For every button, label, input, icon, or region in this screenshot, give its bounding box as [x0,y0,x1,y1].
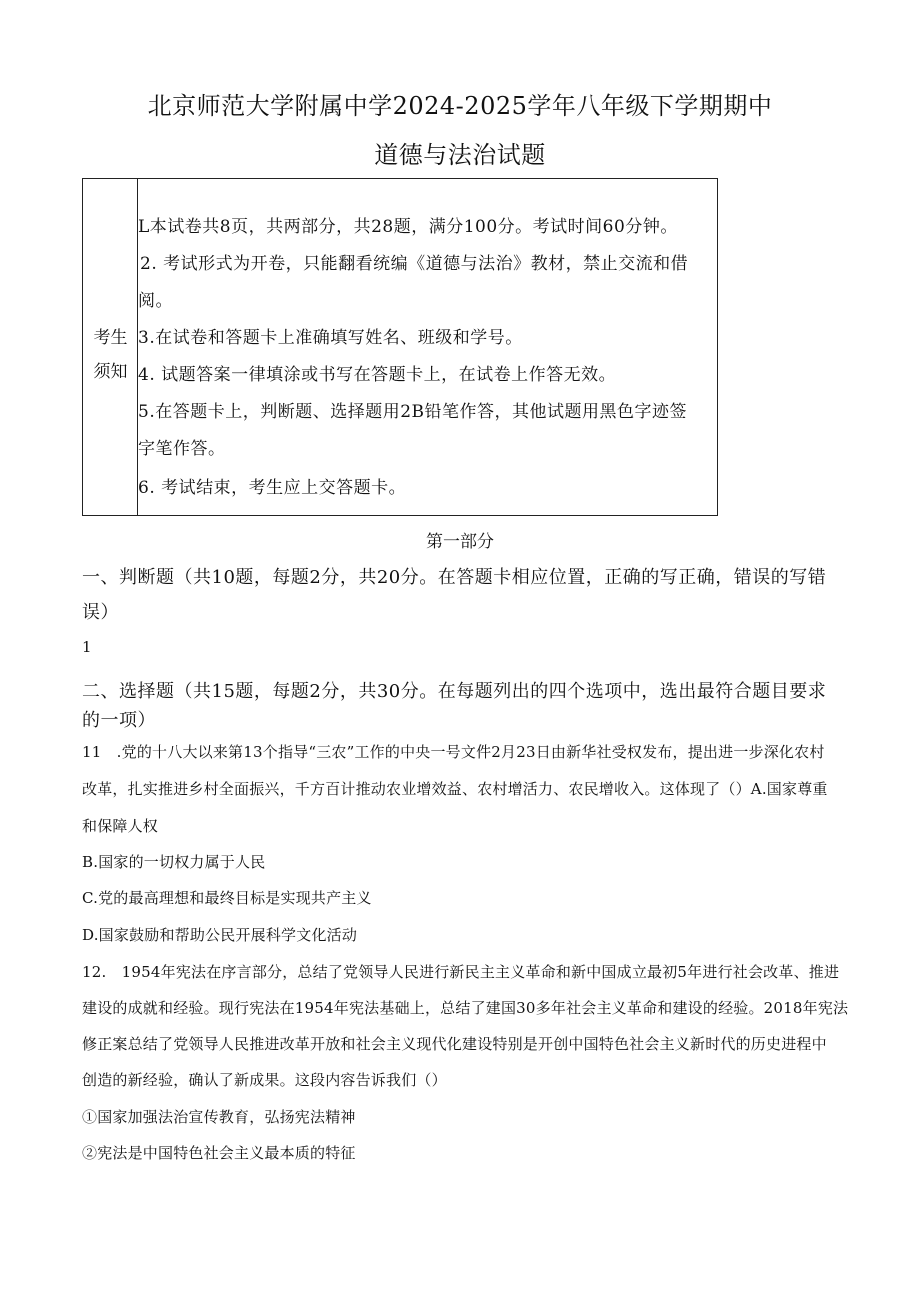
notice-label [83,321,138,389]
exam-title-line-2: 道德与法治试题 [374,141,546,169]
exam-title-line-1: 北京师范大学附属中学2024-2025学年八年级下学期期中 [147,92,773,120]
notice-content-cell [138,179,717,515]
question-12-stem: 12. 1954年宪法在序言部分，总结了党领导人民进行新民主主义革命和新中国成立最初5年进行社会改革、推进 [82,963,840,981]
part-one-label: 第一部分 [426,532,494,552]
exam-notice-table [82,178,718,516]
notice-line: 字笔作答。 [138,439,226,459]
notice-label-line-1: 考生 [93,328,128,348]
question-11-stem-cont: 改革，扎实推进乡村全面振兴，千方百计推动农业增效益、农村增活力、农民增收入。这体现了（）A.国家尊重 [82,780,828,798]
section-one-heading: 一、判断题（共10题，每题2分，共20分。在答题卡相应位置，正确的写正确，错误的写错 [82,567,827,588]
question-12-stem-cont: 创造的新经验，确认了新成果。这段内容告诉我们（） [82,1071,447,1089]
notice-line: 5.在答题卡上，判断题、选择题用2B铅笔作答，其他试题用黑色字迹签 [138,402,688,422]
question-11-option-b: B.国家的一切权力属于人民 [82,853,266,871]
question-12-stem-cont: 建设的成就和经验。现行宪法在1954年宪法基础上，总结了建国30多年社会主义革命和建设的经验。2018年宪法 [82,999,849,1017]
notice-label-line-2: 须知 [93,362,128,382]
section-one-content: 1 [82,638,92,656]
question-12-stem-cont: 修正案总结了党领导人民推进改革开放和社会主义现代化建设特别是开创中国特色社会主义新时代的历史进程中 [82,1035,827,1053]
notice-line: 6. 考试结束，考生应上交答题卡。 [138,478,407,498]
section-two-heading-cont: 的一项） [82,710,156,731]
question-11-option-a-cont: 和保障人权 [82,817,159,835]
question-11-stem: 11 .党的十八大以来第13个指导“三农”工作的中央一号文件2月23日由新华社受权发布，提出进一步深化农村 [82,743,825,761]
section-two-heading: 二、选择题（共15题，每题2分，共30分。在每题列出的四个选项中，选出最符合题目要求 [82,681,827,702]
notice-label-cell [83,179,138,515]
notice-line: L本试卷共8页，共两部分，共28题，满分100分。考试时间60分钟。 [138,217,678,237]
notice-line: 阅。 [138,291,173,311]
question-12-statement-1: ①国家加强法治宣传教育，弘扬宪法精神 [82,1108,356,1126]
question-12-statement-2: ②宪法是中国特色社会主义最本质的特征 [82,1144,356,1162]
notice-line: 2. 考试形式为开卷，只能翻看统编《道德与法治》教材，禁止交流和借 [140,254,689,274]
section-one-heading-cont: 误） [82,602,119,623]
notice-line: 3.在试卷和答题卡上准确填写姓名、班级和学号。 [138,328,523,348]
question-11-option-d: D.国家鼓励和帮助公民开展科学文化活动 [82,926,358,944]
notice-line: 4. 试题答案一律填涂或书写在答题卡上，在试卷上作答无效。 [138,365,617,385]
question-11-option-c: C.党的最高理想和最终目标是实现共产主义 [82,889,372,907]
